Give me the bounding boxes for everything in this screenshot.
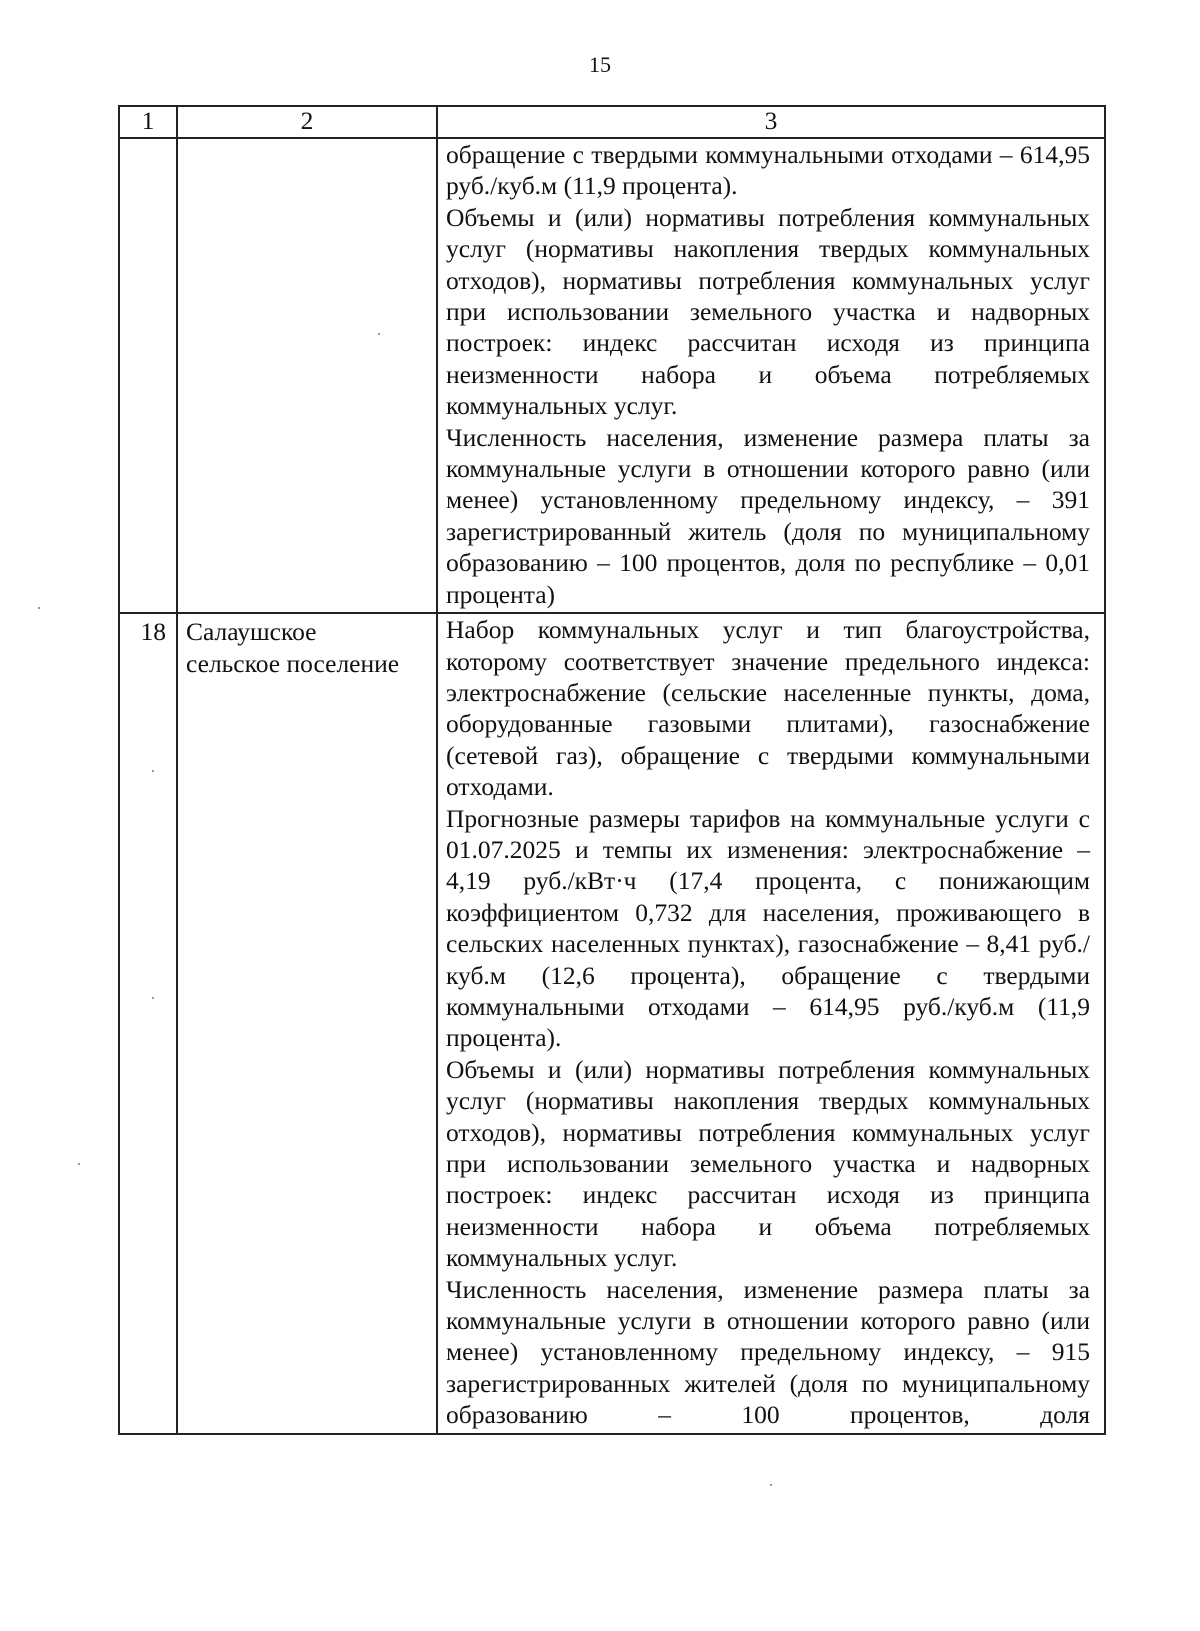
- header-col-1: 1: [119, 106, 177, 138]
- municipality-name-line-1: Салаушское: [186, 617, 317, 647]
- row-content-cell: [437, 138, 1105, 613]
- content-paragraph: Объемы и (или) нормативы потребления коммунальных услуг (нормативы накопления твердых коммунальных отходов), нормативы потребления коммунальных услуг при использовании земельного участка и надворных построек: индекс рассчитан исходя из принципа неизменности набора и объема потребляемых коммунальных услуг.: [446, 202, 1090, 421]
- header-col-2: 2: [177, 106, 437, 138]
- row-number-cell: [119, 138, 177, 613]
- row-number: 18: [119, 613, 177, 1434]
- content-paragraph: обращение с твердыми коммунальными отходами – 614,95 руб./куб.м (11,9 процента).: [446, 140, 1090, 201]
- page-number: 15: [589, 52, 611, 77]
- document-table: [118, 105, 1106, 1435]
- row-name-cell: [177, 138, 437, 613]
- content-paragraph: Численность населения, изменение размера платы за коммунальные услуги в отношении которого равно (или менее) установленному предельному индексу, – 391 зарегистрированный житель (доля по муниципальному образованию – 100 процентов, доля по республике – 0,01 процента): [446, 422, 1090, 609]
- scan-speck: [378, 333, 380, 335]
- municipality-name: [177, 613, 437, 1434]
- municipality-name-line-2: сельское поселение: [186, 648, 400, 678]
- scan-speck: [78, 1163, 80, 1165]
- content-paragraph: Объемы и (или) нормативы потребления коммунальных услуг (нормативы накопления твердых коммунальных отходов), нормативы потребления коммунальных услуг при использовании земельного участка и надворных построек: индекс рассчитан исходя из принципа неизменности набора и объема потребляемых коммунальных услуг.: [446, 1054, 1090, 1273]
- table-header-row: [119, 106, 1105, 138]
- table-row-continuation: [119, 138, 1105, 613]
- content-paragraph: Численность населения, изменение размера платы за коммунальные услуги в отношении которого равно (или менее) установленному предельному индексу, – 915 зарегистрированных жителей (доля по муниципальному образованию – 100 процентов, доля: [446, 1274, 1090, 1430]
- row-content-cell: [437, 613, 1105, 1434]
- scan-speck: [38, 607, 40, 609]
- scan-speck: [152, 770, 154, 772]
- content-paragraph: Набор коммунальных услуг и тип благоустройства, которому соответствует значение предельного индекса: электроснабжение (сельские населенные пункты, дома, оборудованные газовыми плитами), газоснабжение (сетевой газ), обращение с твердыми коммунальными отходами.: [446, 615, 1090, 802]
- header-col-3: 3: [437, 106, 1105, 138]
- scan-speck: [770, 1484, 772, 1486]
- content-paragraph: Прогнозные размеры тарифов на коммунальные услуги с 01.07.2025 и темпы их изменения: электроснабжение – 4,19 руб./кВт·ч (17,4 процента, с понижающим коэффициентом 0,732 для населения, проживающего в сельских населенных пунктах), газоснабжение – 8,41 руб./куб.м (12,6 процента), обращение с твердыми коммунальными отходами – 614,95 руб./куб.м (11,9 процента).: [446, 803, 1090, 1053]
- table-row-18: [119, 613, 1105, 1434]
- scan-speck: [152, 997, 154, 999]
